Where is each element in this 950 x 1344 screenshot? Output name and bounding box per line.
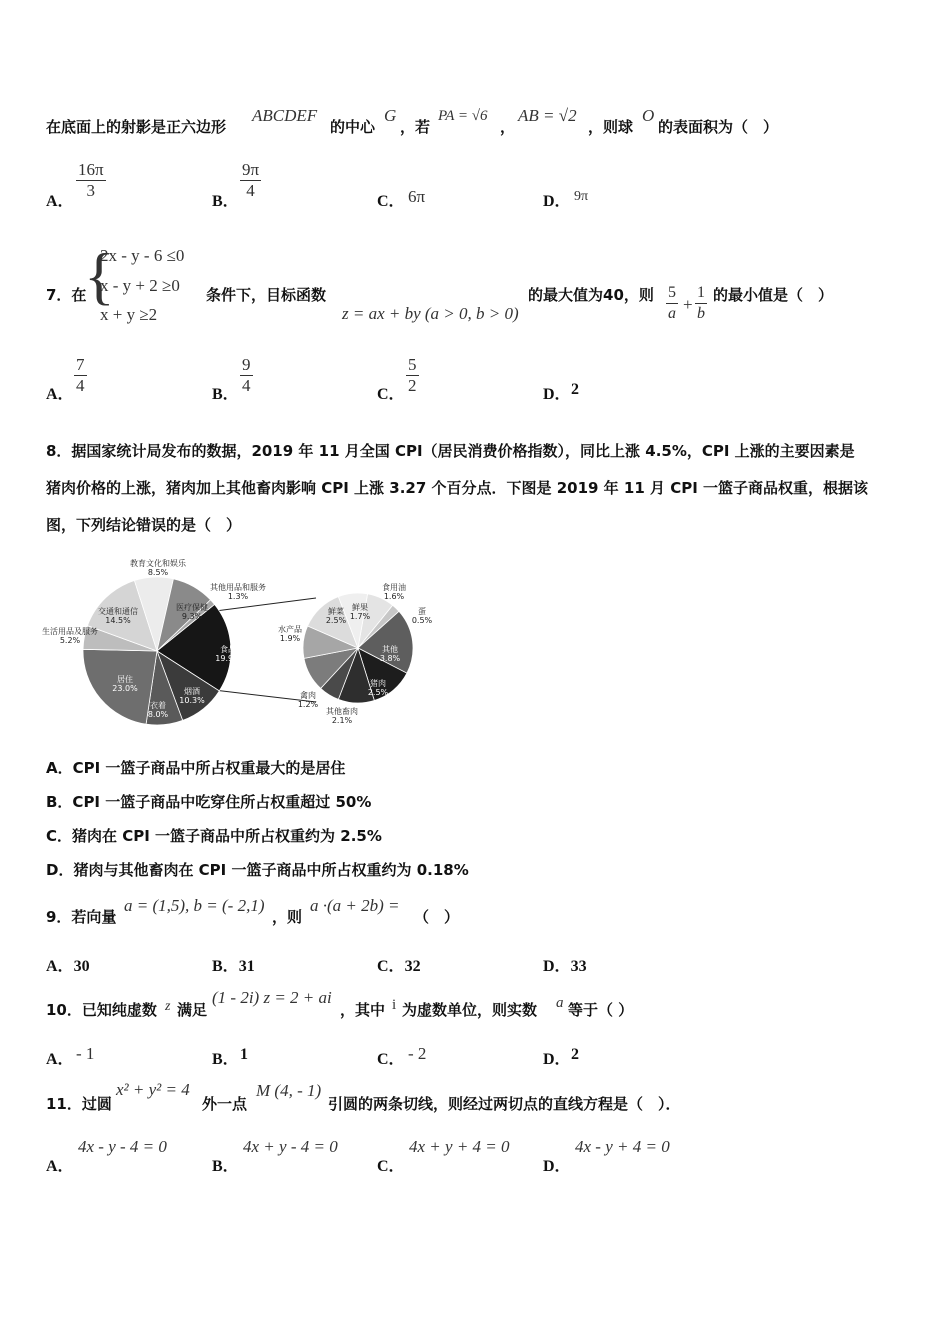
q8-option-c: C．猪肉在 CPI 一篮子商品中所占权重约为 2.5% — [46, 827, 382, 845]
pie1-label-6: 教育文化和娱乐 8.5% — [130, 559, 186, 577]
q6-option-c-value: 6π — [408, 187, 426, 206]
q11-text-3: 引圆的两条切线，则经过两切点的直线方程是（ ）． — [328, 1095, 681, 1113]
q6-ab-condition: AB = √2 — [518, 106, 577, 125]
pie2-label-7: 水产品 1.9% — [278, 625, 302, 643]
q6-option-a-label: A． — [46, 193, 74, 210]
q7-objective: z = ax + by (a > 0, b > 0) — [342, 304, 519, 323]
pie2-label-6: 粮食 2.0% — [283, 663, 305, 681]
q7-option-a-label: A． — [46, 386, 74, 403]
q11-option-a-label: A． — [46, 1158, 74, 1175]
q6-text-3: ，若 — [400, 118, 431, 136]
q6-separator: ， — [500, 118, 516, 136]
q10-equation: (1 - 2i) z = 2 + ai — [212, 988, 332, 1007]
pie1-label-4: 生活用品及服务 5.2% — [42, 627, 98, 645]
q7-system-brace: { — [84, 240, 115, 311]
q6-option-b-label: B． — [212, 193, 239, 210]
q6-text-1: 在底面上的射影是正六边形 — [46, 118, 227, 136]
q8-line-3: 图，下列结论错误的是（ ） — [46, 516, 242, 534]
q6-text-5: 的表面积为（ ） — [658, 118, 779, 136]
q6-hexagon-label: ABCDEF — [252, 106, 318, 125]
q10-option-d-label: D． — [543, 1051, 571, 1068]
pie2-label-5: 禽肉 1.2% — [297, 691, 319, 709]
cpi-weight-pie-charts — [40, 552, 450, 742]
q7-plus: + — [683, 295, 693, 314]
q9-vectors: a = (1,5), b = (- 2,1) — [124, 896, 265, 915]
pie1-label-1: 烟酒 10.3% — [179, 687, 205, 705]
q10-a: a — [556, 995, 564, 1011]
q10-option-a-value: - 1 — [76, 1044, 95, 1063]
q11-option-d-value: 4x - y + 4 = 0 — [575, 1137, 670, 1156]
pie2-label-8: 鲜菜 2.5% — [325, 607, 347, 625]
q6-option-b-fraction: $\frac{9\pi}{4}$ — [242, 160, 260, 200]
q9-text-3: （ ） — [414, 908, 460, 926]
q11-option-b-value: 4x + y - 4 = 0 — [243, 1137, 338, 1156]
q8-option-a: A．CPI 一篮子商品中所占权重最大的是居住 — [46, 759, 346, 777]
q10-option-b-value: 1 — [240, 1046, 248, 1063]
pie1-label-7: 医疗保健 9.3% — [176, 603, 208, 621]
q6-text-4: ，则球 — [588, 118, 634, 136]
q6-pa-condition: PA = √6 — [438, 108, 488, 124]
q9-text-2: ，则 — [272, 908, 303, 926]
pie1-label-5: 交通和通信 14.5% — [98, 607, 138, 625]
q10-z: z — [165, 999, 171, 1014]
q11-option-a-value: 4x - y - 4 = 0 — [78, 1137, 167, 1156]
q7-text-2: 的最大值为40，则 — [528, 286, 654, 304]
q10-option-c-value: - 2 — [408, 1044, 427, 1063]
pie1-label-2: 衣着 8.0% — [147, 701, 169, 719]
q11-point: M (4, - 1) — [256, 1081, 322, 1100]
q10-option-c-label: C． — [377, 1051, 405, 1068]
q7-fraction-1-over-b: $\frac{1}{b}$ — [697, 284, 705, 322]
q7-lead: 7．在 — [46, 286, 87, 304]
q9-option-d: D．33 — [543, 958, 587, 975]
pie1-label-0: 食品 19.9% — [215, 645, 241, 663]
q10-text-2: 满足 — [177, 1001, 208, 1019]
q9-option-a: A．30 — [46, 958, 90, 975]
q7-fraction-5-over-a: $\frac{5}{a}$ — [668, 284, 676, 322]
q7-option-c-label: C． — [377, 386, 405, 403]
q9-option-c: C．32 — [377, 958, 421, 975]
q7-constraint-1: 2x - y - 6 ≤0 — [100, 246, 185, 265]
q11-option-c-label: C． — [377, 1158, 405, 1175]
q11-option-b-label: B． — [212, 1158, 239, 1175]
pie1-label-3: 居住 23.0% — [112, 675, 138, 693]
pie2-label-9: 鲜果 1.7% — [349, 603, 371, 621]
q11-circle-equation: x² + y² = 4 — [116, 1080, 190, 1099]
q11-option-d-label: D． — [543, 1158, 571, 1175]
q6-option-a-fraction: $\frac{16\pi}{3}$ — [78, 160, 104, 200]
q7-option-d-value: 2 — [571, 381, 579, 398]
q7-constraint-2: x - y + 2 ≥0 — [100, 276, 180, 295]
q6-option-d-label: D． — [543, 193, 571, 210]
q9-option-b: B．31 — [212, 958, 255, 975]
q10-imaginary-unit: i — [392, 997, 397, 1013]
q10-option-b-label: B． — [212, 1051, 239, 1068]
q8-option-b: B．CPI 一篮子商品中吃穿住所占权重超过 50% — [46, 793, 372, 811]
q10-text-4: 为虚数单位，则实数 — [402, 1001, 538, 1019]
q10-text-1: 10．已知纯虚数 — [46, 1001, 157, 1019]
q7-constraint-3: x + y ≥2 — [100, 305, 158, 324]
pie2-label-2: 其他 3.8% — [379, 645, 401, 663]
q10-option-d-value: 2 — [571, 1046, 579, 1063]
q10-text-5: 等于（ ） — [568, 1001, 634, 1019]
q11-option-c-value: 4x + y + 4 = 0 — [409, 1137, 510, 1156]
q7-option-c-fraction: $\frac{5}{2}$ — [408, 355, 417, 395]
q11-text-2: 外一点 — [202, 1095, 248, 1113]
pie2-label-0: 食用油 1.6% — [382, 583, 406, 601]
q8-line-1: 8．据国家统计局发布的数据，2019 年 11 月全国 CPI（居民消费价格指数），同比上涨 4.5%，CPI 上涨的主要因素是 — [46, 442, 855, 460]
q6-text-2: 的中心 — [330, 118, 376, 136]
q11-text-1: 11．过圆 — [46, 1095, 112, 1113]
q6-option-d-value: 9π — [574, 189, 589, 204]
q9-expression: a ·(a + 2b) = — [310, 896, 400, 915]
q7-text-1: 条件下，目标函数 — [206, 286, 327, 304]
q6-option-c-label: C． — [377, 193, 405, 210]
q7-option-b-fraction: $\frac{9}{4}$ — [242, 355, 251, 395]
pie1-label-8: 其他用品和服务 1.3% — [210, 583, 266, 601]
pie2-label-1: 蛋 0.5% — [411, 607, 433, 625]
pie2-label-3: 猪肉 2.5% — [367, 679, 389, 697]
q7-option-b-label: B． — [212, 386, 239, 403]
q7-option-d-label: D． — [543, 386, 571, 403]
q8-line-2: 猪肉价格的上涨，猪肉加上其他畜肉影响 CPI 上涨 3.27 个百分点．下图是 2019 年 11 月 CPI 一篮子商品权重，根据该 — [46, 479, 869, 497]
q7-text-3: 的最小值是（ ） — [713, 286, 834, 304]
q10-option-a-label: A． — [46, 1051, 74, 1068]
q6-center-g: G — [384, 106, 397, 125]
q6-sphere-o: O — [642, 106, 655, 125]
q8-option-d: D．猪肉与其他畜肉在 CPI 一篮子商品中所占权重约为 0.18% — [46, 861, 469, 879]
pie2-label-4: 其他畜肉 2.1% — [326, 707, 358, 725]
q9-text-1: 9．若向量 — [46, 908, 117, 926]
q7-option-a-fraction: $\frac{7}{4}$ — [76, 355, 85, 395]
q10-text-3: ，其中 — [340, 1001, 386, 1019]
